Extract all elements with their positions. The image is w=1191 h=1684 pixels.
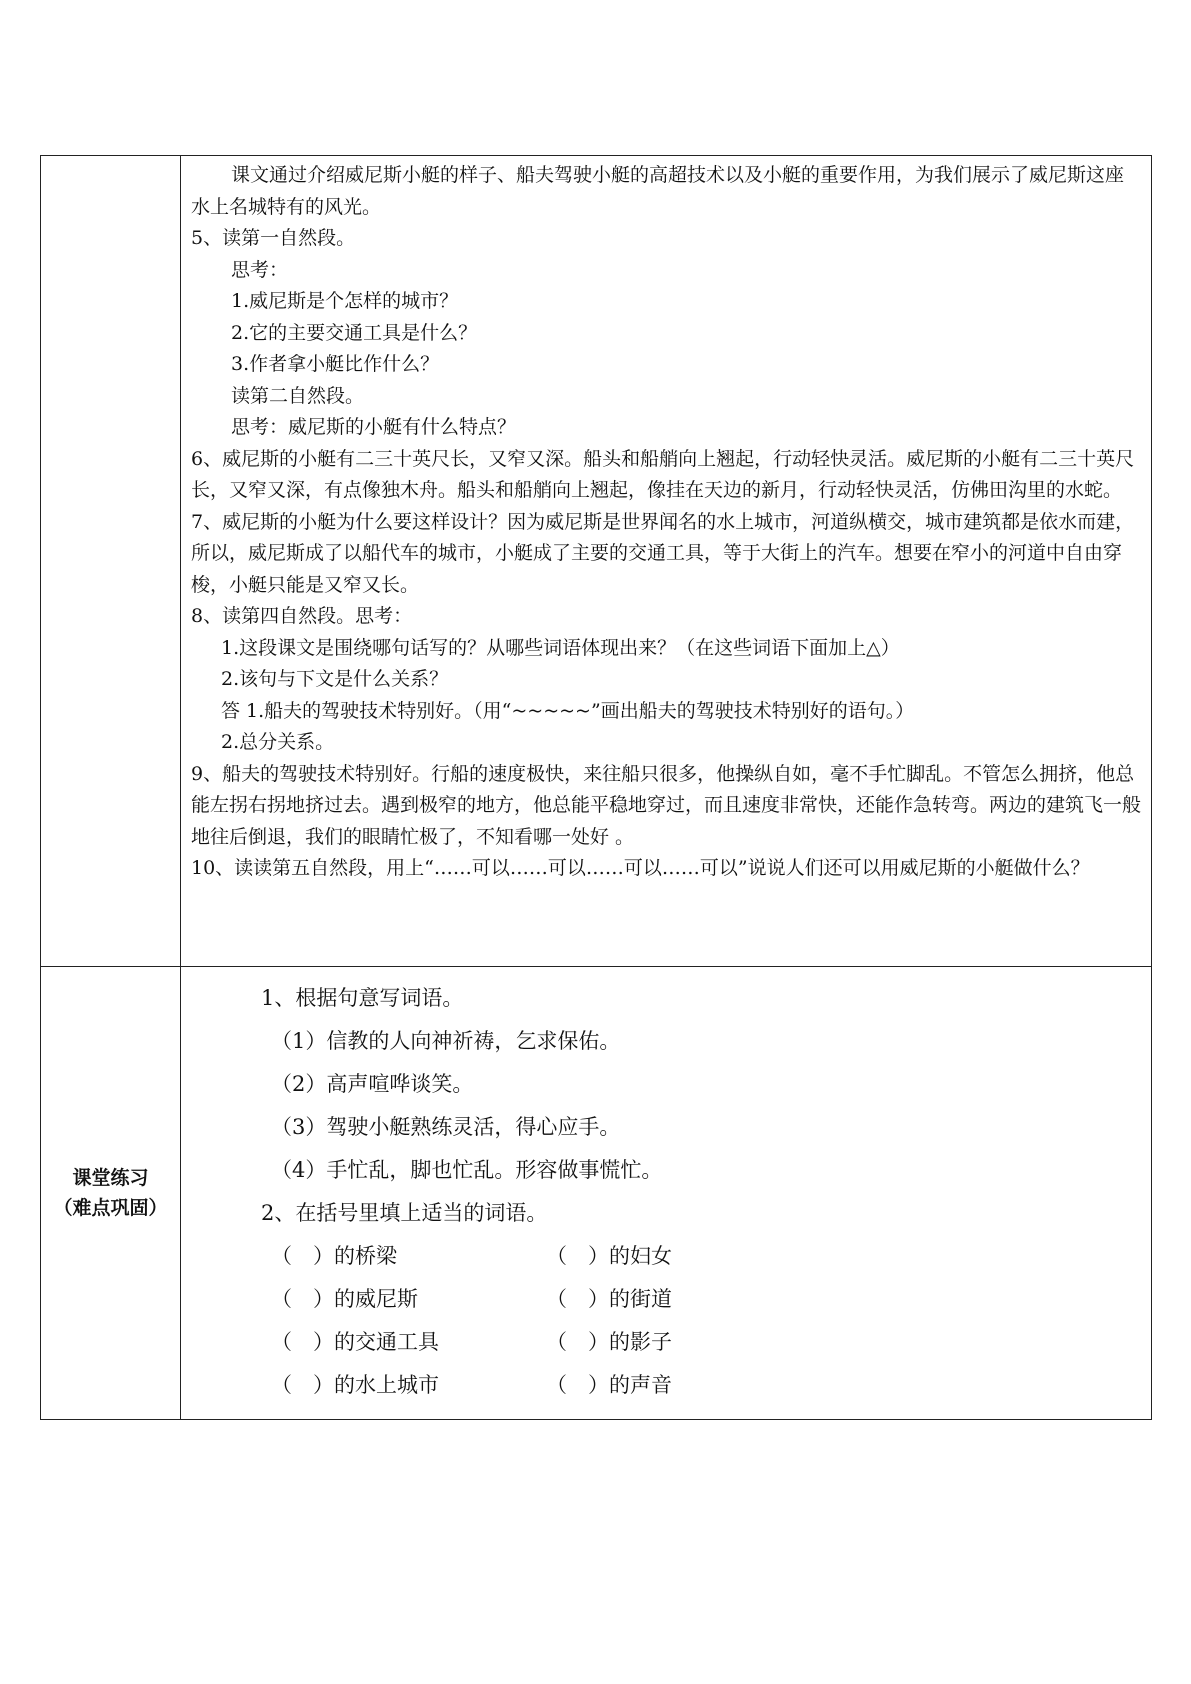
content-cell bbox=[181, 156, 1152, 967]
answer-1: 答 1.船夫的驾驶技术特别好。（用“~~~~~”画出船夫的驾驶技术特别好的语句。） bbox=[221, 699, 915, 722]
exercise-label-cell bbox=[41, 967, 181, 1420]
fill-left: （ ）的交通工具 bbox=[271, 1330, 439, 1354]
exercise-row bbox=[41, 967, 1152, 1420]
think-question: 思考：威尼斯的小艇有什么特点？ bbox=[231, 416, 517, 438]
question-3: 3.作者拿小艇比作什么？ bbox=[231, 353, 440, 375]
item-8: 8、读第四自然段。思考： bbox=[191, 605, 413, 627]
task-2: 2、在括号里填上适当的词语。 bbox=[261, 1201, 548, 1225]
item-6: 6、威尼斯的小艇有二三十英尺长，又窄又深。船头和船艄向上翘起，行动轻快灵活。威尼斯的小艇有二三十英尺长，又窄又深，有点像独木舟。船头和船艄向上翘起，像挂在天边的新月，行动轻快灵活，仿佛田沟里的水蛇。 bbox=[191, 447, 1135, 501]
item-9: 9、船夫的驾驶技术特别好。行船的速度极快，来往船只很多，他操纵自如，毫不手忙脚乱。不管怎么拥挤，他总能左拐右拐地挤过去。遇到极窄的地方，他总能平稳地穿过，而且速度非常快，还能作急转弯。两边的建筑飞一般地往后倒退，我们的眼睛忙极了，不知看哪一处好 。 bbox=[191, 762, 1142, 848]
exercise-label: 课堂练习 （难点巩固） bbox=[53, 1167, 168, 1219]
content-row bbox=[41, 156, 1152, 967]
item-7: 7、威尼斯的小艇为什么要这样设计？因为威尼斯是世界闻名的水上城市，河道纵横交，城市建筑都是依水而建，所以，威尼斯成了以船代车的城市，小艇成了主要的交通工具，等于大街上的汽车。想要在窄小的河道中自由穿梭，小艇只能是又窄又长。 bbox=[191, 510, 1135, 596]
task-1-item-4: （4）手忙乱，脚也忙乱。形容做事慌忙。 bbox=[271, 1158, 663, 1182]
fill-right: （ ）的影子 bbox=[546, 1330, 672, 1354]
content-label-cell bbox=[41, 156, 181, 967]
lesson-table bbox=[40, 155, 1152, 1420]
fill-pair bbox=[261, 1321, 1151, 1364]
fill-left: （ ）的水上城市 bbox=[271, 1373, 439, 1397]
think-label: 思考： bbox=[231, 258, 289, 281]
exercise-cell bbox=[181, 967, 1152, 1420]
fill-right: （ ）的妇女 bbox=[546, 1244, 672, 1268]
fill-right: （ ）的声音 bbox=[546, 1373, 672, 1397]
fill-left: （ ）的威尼斯 bbox=[271, 1287, 418, 1311]
item-8-question-2: 2.该句与下文是什么关系？ bbox=[221, 668, 449, 690]
fill-right: （ ）的街道 bbox=[546, 1287, 672, 1311]
task-1: 1、根据句意写词语。 bbox=[261, 986, 464, 1010]
fill-pair bbox=[261, 1235, 1151, 1278]
fill-pair bbox=[261, 1364, 1151, 1407]
item-10: 10、读读第五自然段，用上“……可以……可以……可以……可以”说说人们还可以用威尼斯的小艇做什么？ bbox=[191, 857, 1090, 879]
item-8-question-1: 1.这段课文是围绕哪句话写的？从哪些词语体现出来？（在这些词语下面加上△） bbox=[221, 636, 900, 659]
read-second-paragraph: 读第二自然段。 bbox=[231, 384, 365, 407]
answer-2: 2.总分关系。 bbox=[221, 731, 335, 753]
intro-paragraph: 课文通过介绍威尼斯小艇的样子、船夫驾驶小艇的高超技术以及小艇的重要作用，为我们展示了威尼斯这座水上名城特有的风光。 bbox=[191, 164, 1125, 218]
task-1-item-2: （2）高声喧哗谈笑。 bbox=[271, 1072, 474, 1096]
item-5: 5、读第一自然段。 bbox=[191, 227, 356, 249]
question-2: 2.它的主要交通工具是什么？ bbox=[231, 321, 478, 344]
task-1-item-3: （3）驾驶小艇熟练灵活，得心应手。 bbox=[271, 1115, 621, 1139]
fill-left: （ ）的桥梁 bbox=[271, 1244, 397, 1268]
task-1-item-1: （1）信教的人向神祈祷，乞求保佑。 bbox=[271, 1029, 621, 1053]
fill-pair bbox=[261, 1278, 1151, 1321]
question-1: 1.威尼斯是个怎样的城市？ bbox=[231, 290, 459, 312]
